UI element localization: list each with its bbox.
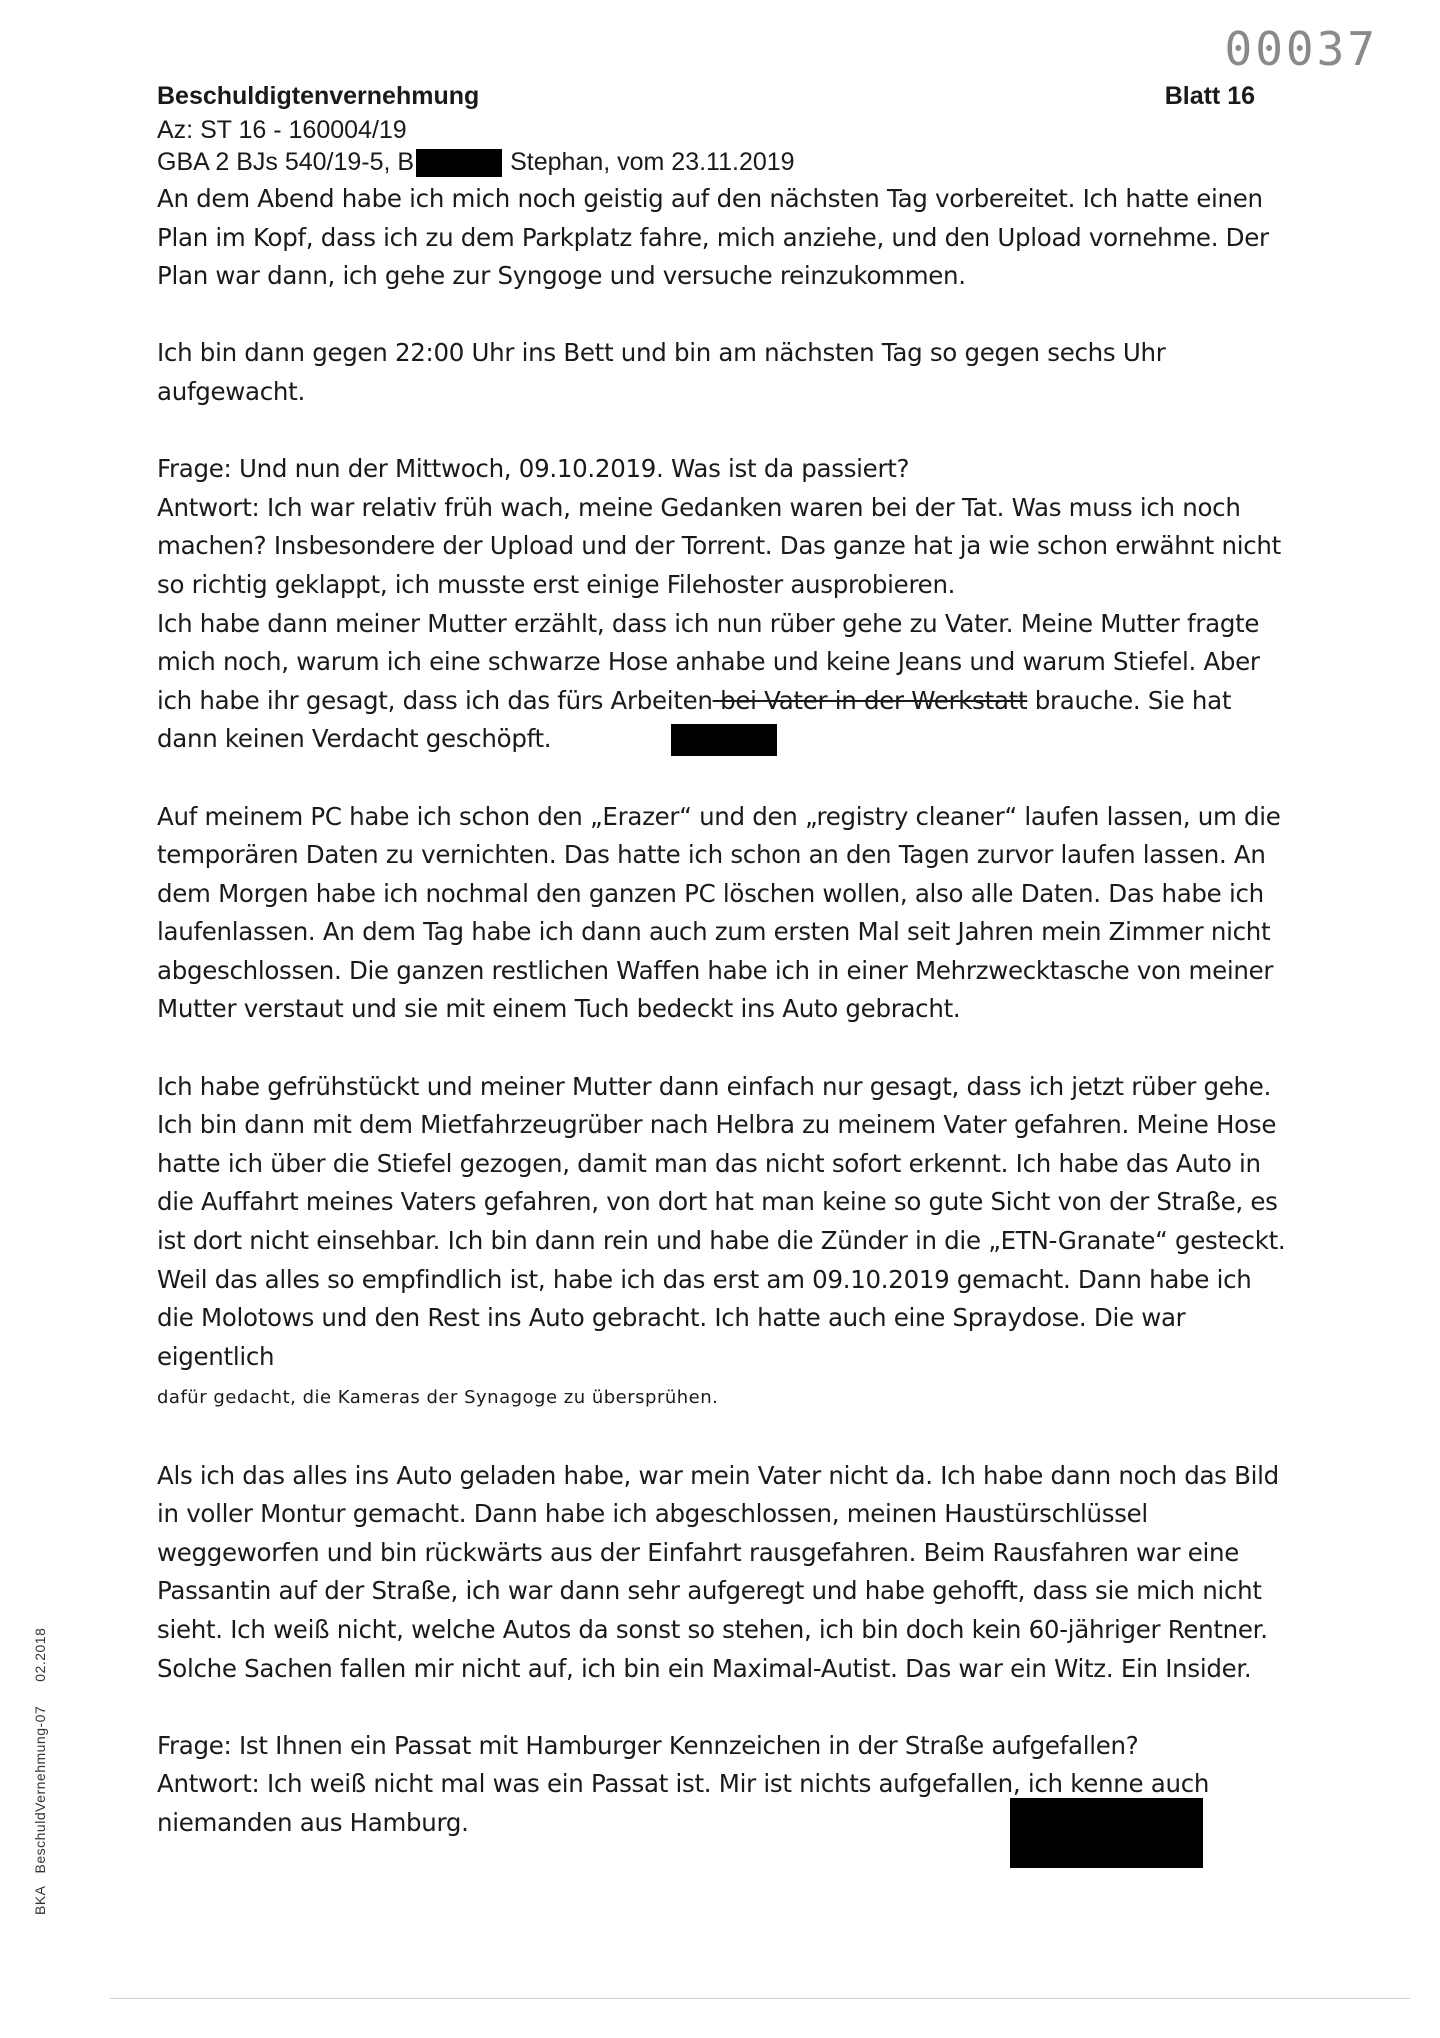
- case-reference: [157, 148, 795, 177]
- document-title: Beschuldigtenvernehmung: [157, 82, 480, 110]
- side-label-form: BeschuldVernehmung-07: [32, 1705, 48, 1874]
- paragraph: Als ich das alles ins Auto geladen habe, war mein Vater nicht da. Ich habe dann noch das Bild in voller Montur gemacht. Dann habe ich abgeschlossen, meinen Haustürschlüssel weggeworfen und bin rückwärts aus der Einfahrt rausgefahren. Beim Rausfahren war eine Passantin auf der Straße, ich war dann sehr aufgeregt und habe gehofft, dass sie mich nicht sieht. Ich weiß nicht, welche Autos da sonst so stehen, ich bin doch kein 60-jähriger Rentner. Solche Sachen fallen mir nicht auf, ich bin ein Maximal-Autist. Das war ein Witz. Ein Insider.: [157, 1460, 1279, 1683]
- paragraph-text: brauche. Sie hat dann keinen Verdacht geschöpft.: [157, 685, 1232, 754]
- paragraph: [157, 1068, 1287, 1418]
- answer: Antwort: Ich weiß nicht mal was ein Passat ist. Mir ist nichts aufgefallen, ich kenne auch niemanden aus Hamburg.: [157, 1769, 1210, 1837]
- paragraph-text: Ich habe gefrühstückt und meiner Mutter dann einfach nur gesagt, dass ich jetzt rüber gehe. Ich bin dann mit dem Mietfahrzeugrüber nach Helbra zu meinem Vater gefahren. Meine Hose hatte ich über die Stiefel gezogen, damit man das nicht sofort erkennt. Ich habe das Auto in die Auffahrt meines Vaters gefahren, von dort hat man keine so gute Sicht von der Straße, es ist dort nicht einsehbar. Ich bin dann rein und habe die Zünder in die „ETN-Granate“ gesteckt. Weil das alles so empfindlich ist, habe ich das erst am 09.10.2019 gemacht. Dann habe ich die Molotows und den Rest ins Auto gebracht. Ich hatte auch eine Spraydose. Die war eigentlich: [157, 1071, 1286, 1371]
- paragraph: [157, 605, 1287, 759]
- page-stamp-number: 00037: [1224, 22, 1378, 76]
- small-print-text: dafür gedacht, die Kameras der Synagoge zu übersprühen.: [157, 1387, 719, 1409]
- statement-body: [157, 180, 1287, 1843]
- paragraph-text: Ich habe dann meiner Mutter erzählt, dass ich nun rüber gehe zu Vater. Meine Mutter fragte mich noch, warum ich eine schwarze Hose anhabe und keine Jeans und warum Stiefel. Aber ich habe ihr gesagt, dass ich das fürs Arbeiten: [157, 608, 1260, 715]
- form-side-label: [32, 1616, 48, 1915]
- file-reference: Az: ST 16 - 160004/19: [157, 116, 407, 144]
- redaction-bar-signature: [1010, 1798, 1203, 1868]
- side-label-date: 02.2018: [32, 1627, 48, 1682]
- redaction-bar: [416, 149, 502, 177]
- case-reference-suffix: Stephan, vom 23.11.2019: [510, 148, 795, 176]
- paragraph: Auf meinem PC habe ich schon den „Erazer“ und den „registry cleaner“ laufen lassen, um die temporären Daten zu vernichten. Das hatte ich schon an den Tagen zurvor laufen lassen. An dem Morgen habe ich nochmal den ganzen PC löschen wollen, also alle Daten. Das habe ich laufenlassen. An dem Tag habe ich dann auch zum ersten Mal seit Jahren mein Zimmer nicht abgeschlossen. Die ganzen restlichen Waffen habe ich in einer Mehrzwecktasche von meiner Mutter verstaut und sie mit einem Tuch bedeckt ins Auto gebracht.: [157, 801, 1281, 1024]
- footer-rule: [110, 1998, 1410, 1999]
- sheet-number: Blatt 16: [1164, 82, 1255, 110]
- redaction-bar: [671, 724, 777, 756]
- paragraph: Ich bin dann gegen 22:00 Uhr ins Bett und bin am nächsten Tag so gegen sechs Uhr aufgewacht.: [157, 338, 1166, 406]
- side-label-org: BKA: [32, 1885, 48, 1915]
- question: Frage: Ist Ihnen ein Passat mit Hamburger Kennzeichen in der Straße aufgefallen?: [157, 1730, 1139, 1760]
- answer: Antwort: Ich war relativ früh wach, meine Gedanken waren bei der Tat. Was muss ich noch machen? Insbesondere der Upload und der Torrent. Das ganze hat ja wie schon erwähnt nicht so richtig geklappt, ich musste erst einige Filehoster ausprobieren.: [157, 492, 1281, 599]
- paragraph: An dem Abend habe ich mich noch geistig auf den nächsten Tag vorbereitet. Ich hatte einen Plan im Kopf, dass ich zu dem Parkplatz fahre, mich anziehe, und den Upload vornehme. Der Plan war dann, ich gehe zur Syngoge und versuche reinzukommen.: [157, 184, 1269, 291]
- case-reference-prefix: GBA 2 BJs 540/19-5, B: [157, 148, 415, 176]
- struck-text: bei Vater in der Werkstatt: [712, 685, 1028, 715]
- question: Frage: Und nun der Mittwoch, 09.10.2019. Was ist da passiert?: [157, 454, 910, 484]
